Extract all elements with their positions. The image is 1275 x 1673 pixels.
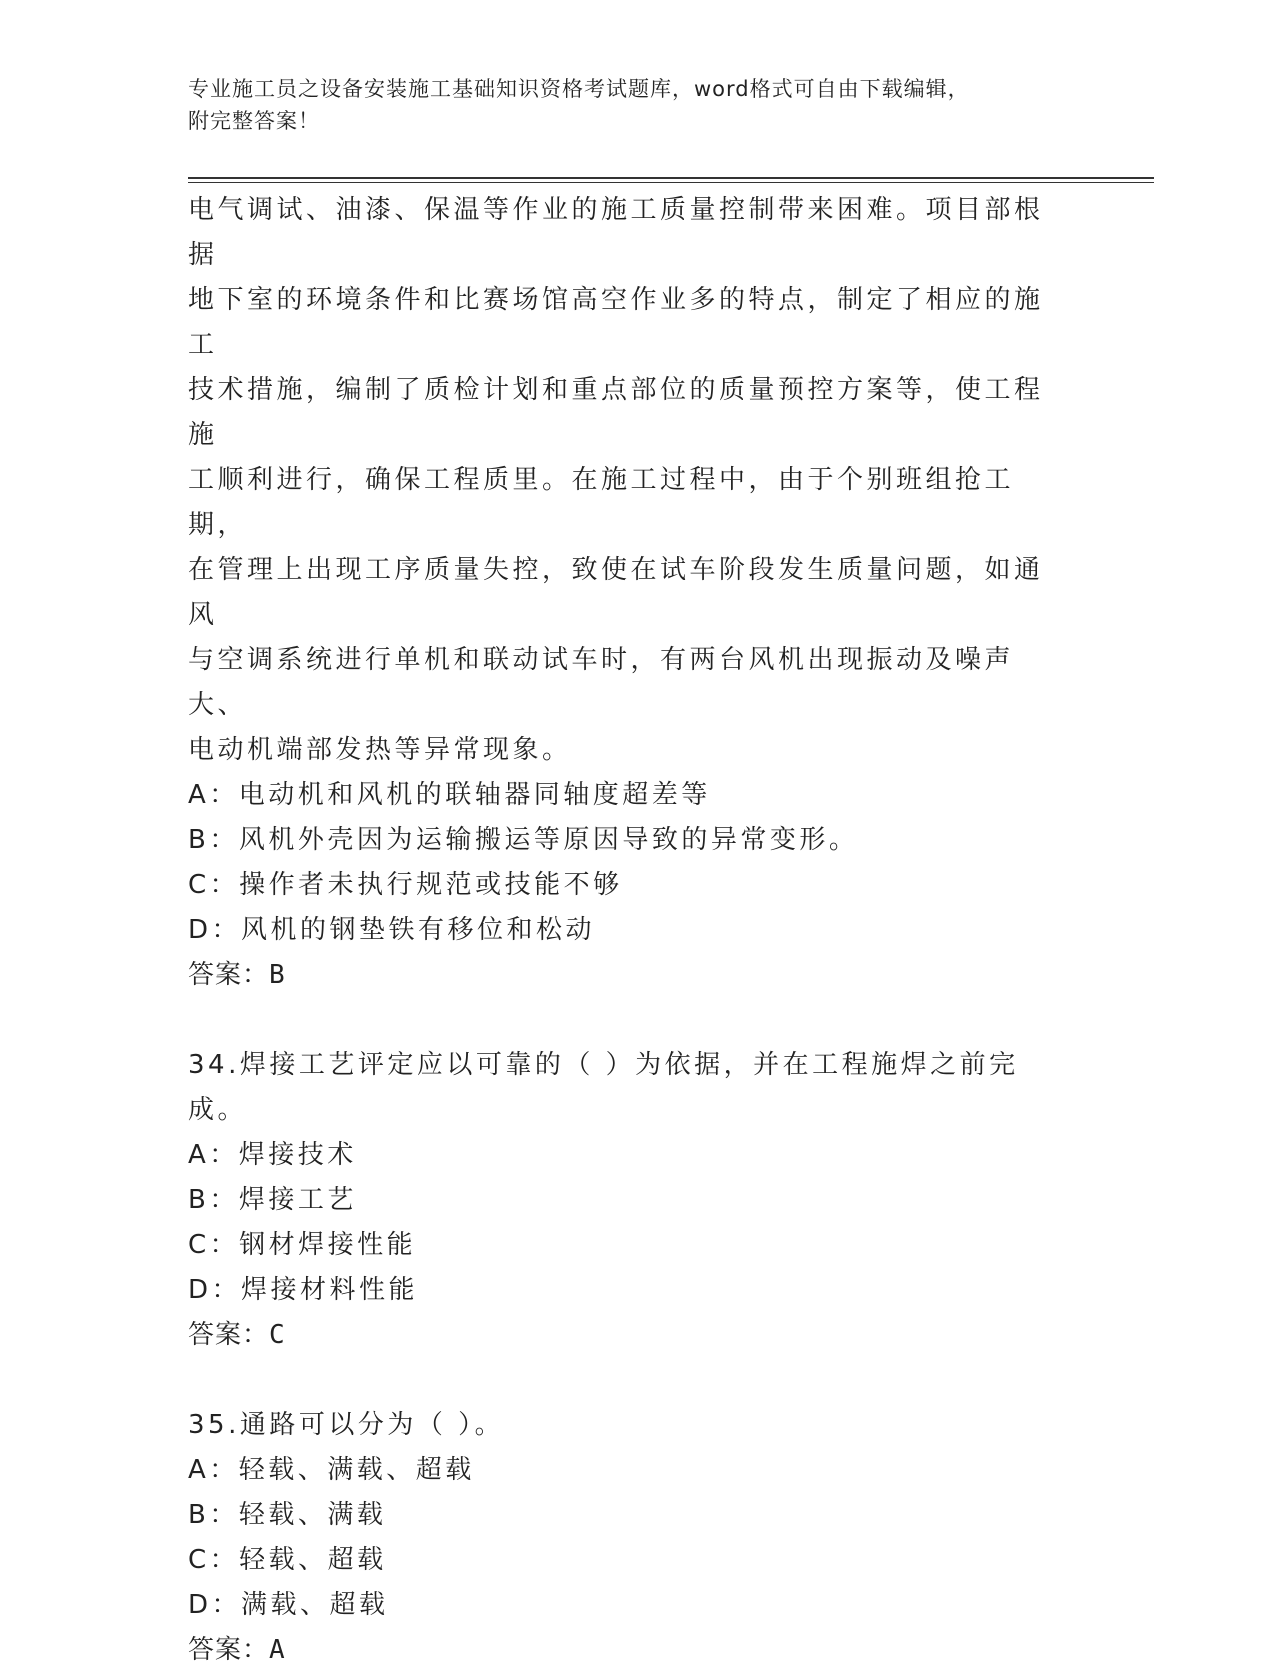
question-stem: 34.焊接工艺评定应以可靠的（ ）为依据，并在工程施焊之前完成。 (188, 1050, 1019, 1125)
header-divider-thin (188, 182, 1154, 183)
option-d: D：焊接材料性能 (188, 1275, 419, 1305)
stem-line: 在管理上出现工序质量失控，致使在试车阶段发生质量问题，如通风 (188, 555, 1044, 630)
question-spacer (188, 1358, 1068, 1403)
stem-line: 地下室的环境条件和比赛场馆高空作业多的特点，制定了相应的施工 (188, 285, 1044, 360)
document-body (188, 188, 1068, 1673)
answer-line (188, 1628, 1068, 1673)
option-c: C：操作者未执行规范或技能不够 (188, 870, 623, 900)
stem-line: 技术措施，编制了质检计划和重点部位的质量预控方案等，使工程施 (188, 375, 1044, 450)
answer-value: A (269, 1635, 286, 1665)
question-33-continuation (188, 188, 1068, 998)
option-d: D：风机的钢垫铁有移位和松动 (188, 915, 596, 945)
option-c: C：轻载、超载 (188, 1545, 387, 1575)
question-34 (188, 1043, 1068, 1358)
question-stem: 35.通路可以分为（ ）。 (188, 1410, 505, 1440)
option-c: C：钢材焊接性能 (188, 1230, 417, 1260)
stem-line: 电动机端部发热等异常现象。 (188, 735, 572, 765)
answer-label: 答案： (188, 960, 270, 990)
header-divider-thick (188, 177, 1154, 179)
answer-line (188, 1313, 1068, 1358)
option-a: A：焊接技术 (188, 1140, 357, 1170)
stem-line: 工顺利进行，确保工程质里。在施工过程中，由于个别班组抢工期， (188, 465, 1015, 540)
option-a: A：轻载、满载、超载 (188, 1455, 475, 1485)
answer-line (188, 953, 1068, 998)
option-b: B：风机外壳因为运输搬运等原因导致的异常变形。 (188, 825, 859, 855)
option-b: B：轻载、满载 (188, 1500, 387, 1530)
answer-label: 答案： (188, 1635, 270, 1665)
answer-value: B (269, 960, 286, 990)
question-spacer (188, 998, 1068, 1043)
answer-label: 答案： (188, 1320, 270, 1350)
header-line-1: 专业施工员之设备安装施工基础知识资格考试题库，word格式可自由下载编辑， (188, 77, 970, 101)
stem-line: 与空调系统进行单机和联动试车时，有两台风机出现振动及噪声大、 (188, 645, 1015, 720)
option-a: A：电动机和风机的联轴器同轴度超差等 (188, 780, 711, 810)
document-header (188, 73, 1068, 137)
option-b: B：焊接工艺 (188, 1185, 357, 1215)
stem-line: 电气调试、油漆、保温等作业的施工质量控制带来困难。项目部根据 (188, 195, 1044, 270)
option-d: D：满载、超载 (188, 1590, 389, 1620)
header-line-2: 附完整答案！ (188, 109, 320, 133)
answer-value: C (269, 1320, 286, 1350)
question-35 (188, 1403, 1068, 1673)
